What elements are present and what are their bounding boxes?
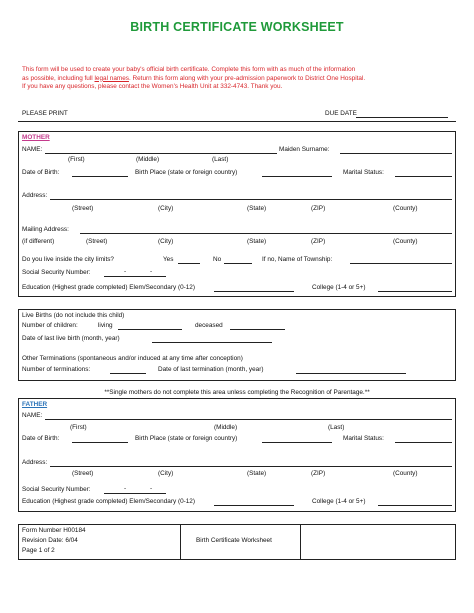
father-heading: FATHER <box>22 401 48 408</box>
page-number: Page 1 of 2 <box>22 547 55 554</box>
living-field[interactable] <box>118 329 182 330</box>
street-caption: (Street) <box>72 470 94 477</box>
last-live-birth-field[interactable] <box>152 342 272 343</box>
footer-title: Birth Certificate Worksheet <box>196 537 272 544</box>
mother-name-field[interactable] <box>45 153 277 154</box>
ssn-dash: - <box>124 268 127 275</box>
last-caption: (Last) <box>328 424 345 431</box>
children-label: Number of children: <box>22 322 78 329</box>
street-caption: (Street) <box>72 205 94 212</box>
last-caption: (Last) <box>212 156 229 163</box>
form-number: Form Number H00184 <box>22 527 86 534</box>
mother-name-label: NAME: <box>22 146 43 153</box>
other-terminations-label: Other Terminations (spontaneous and/or induced at any time after conception) <box>22 355 243 362</box>
father-section <box>18 398 456 512</box>
ssn-dash: - <box>150 268 153 275</box>
father-college-label: College (1-4 or 5+) <box>312 498 366 505</box>
yes-field[interactable] <box>178 263 200 264</box>
mother-birthplace-label: Birth Place (state or foreign country) <box>135 169 238 176</box>
zip-caption: (ZIP) <box>311 205 326 212</box>
father-ssn-field[interactable] <box>104 493 166 494</box>
first-caption: (First) <box>70 424 87 431</box>
mother-dob-label: Date of Birth: <box>22 169 60 176</box>
city-caption: (City) <box>158 205 174 212</box>
deceased-field[interactable] <box>230 329 285 330</box>
mother-maiden-label: Maiden Surname: <box>279 146 330 153</box>
first-caption: (First) <box>68 156 85 163</box>
intro-text: as possible, including full <box>22 74 95 82</box>
deceased-label: deceased <box>195 322 223 329</box>
father-dob-field[interactable] <box>72 442 128 443</box>
please-print-label: PLEASE PRINT <box>22 110 68 117</box>
mother-maiden-field[interactable] <box>340 153 452 154</box>
mother-education-label: Education (Highest grade completed) Elem/Secondary (0-12) <box>22 284 195 291</box>
live-births-label: Live Births (do not include this child) <box>22 312 125 319</box>
city-caption: (City) <box>158 470 174 477</box>
if-different-caption: (if different) <box>22 238 55 245</box>
state-caption: (State) <box>247 470 267 477</box>
township-label: If no, Name of Township: <box>262 256 333 263</box>
page-title: BIRTH CERTIFICATE WORKSHEET <box>130 20 344 34</box>
county-caption: (County) <box>393 205 418 212</box>
no-option[interactable]: No <box>213 256 222 263</box>
revision-date: Revision Date: 6/04 <box>22 537 78 544</box>
father-dob-label: Date of Birth: <box>22 435 60 442</box>
father-education-field[interactable] <box>214 505 294 506</box>
mother-college-field[interactable] <box>378 291 452 292</box>
mother-heading: MOTHER <box>22 134 50 141</box>
living-label: living <box>98 322 113 329</box>
street-caption: (Street) <box>86 238 108 245</box>
father-birthplace-label: Birth Place (state or foreign country) <box>135 435 238 442</box>
middle-caption: (Middle) <box>214 424 238 431</box>
mother-college-label: College (1-4 or 5+) <box>312 284 366 291</box>
due-date-field[interactable] <box>356 117 448 118</box>
yes-option[interactable]: Yes <box>163 256 174 263</box>
county-caption: (County) <box>393 470 418 477</box>
num-terminations-label: Number of terminations: <box>22 366 91 373</box>
mother-mailing-label: Mailing Address: <box>22 226 69 233</box>
intro-line-1: This form will be used to create your baby's official birth certificate. Complete this form with as much of the information <box>22 66 356 73</box>
state-caption: (State) <box>247 238 267 245</box>
mother-marital-field[interactable] <box>395 176 452 177</box>
father-marital-label: Marital Status: <box>343 435 384 442</box>
state-caption: (State) <box>247 205 267 212</box>
last-live-birth-label: Date of last live birth (month, year) <box>22 335 120 342</box>
township-field[interactable] <box>350 263 452 264</box>
father-name-field[interactable] <box>45 419 452 420</box>
mother-mailing-field[interactable] <box>80 233 452 234</box>
mother-birthplace-field[interactable] <box>262 176 332 177</box>
last-termination-label: Date of last termination (month, year) <box>158 366 264 373</box>
father-name-label: NAME: <box>22 412 43 419</box>
divider <box>18 121 456 122</box>
single-mothers-note: **Single mothers do not complete this area unless completing the Recognition of Parentage.** <box>104 389 370 396</box>
middle-caption: (Middle) <box>136 156 160 163</box>
ssn-dash: - <box>124 485 127 492</box>
city-limits-question: Do you live inside the city limits? <box>22 256 114 263</box>
num-terminations-field[interactable] <box>110 373 146 374</box>
mother-marital-label: Marital Status: <box>343 169 384 176</box>
intro-line-2 <box>22 75 365 83</box>
father-college-field[interactable] <box>378 505 452 506</box>
intro-line-3: If you have any questions, please contact the Women's Health Unit at 332-4743. Thank you. <box>22 83 283 90</box>
mother-ssn-label: Social Security Number: <box>22 269 91 276</box>
intro-text: . Return this form along with your pre-admission paperwork to District One Hospital. <box>128 74 366 82</box>
mother-dob-field[interactable] <box>72 176 128 177</box>
father-marital-field[interactable] <box>395 442 452 443</box>
mother-address-label: Address: <box>22 192 48 199</box>
father-education-label: Education (Highest grade completed) Elem/Secondary (0-12) <box>22 498 195 505</box>
mother-education-field[interactable] <box>214 291 294 292</box>
ssn-dash: - <box>150 485 153 492</box>
mother-address-field[interactable] <box>50 199 452 200</box>
footer-divider <box>300 524 301 560</box>
father-address-field[interactable] <box>50 466 452 467</box>
footer-divider <box>180 524 181 560</box>
father-ssn-label: Social Security Number: <box>22 486 91 493</box>
legal-names-emphasis: legal names <box>94 74 129 82</box>
city-caption: (City) <box>158 238 174 245</box>
father-birthplace-field[interactable] <box>262 442 332 443</box>
county-caption: (County) <box>393 238 418 245</box>
zip-caption: (ZIP) <box>311 238 326 245</box>
no-field[interactable] <box>224 263 252 264</box>
due-date-label: DUE DATE <box>325 110 357 117</box>
father-address-label: Address: <box>22 459 48 466</box>
last-termination-field[interactable] <box>296 373 406 374</box>
mother-ssn-field[interactable] <box>104 276 166 277</box>
zip-caption: (ZIP) <box>311 470 326 477</box>
